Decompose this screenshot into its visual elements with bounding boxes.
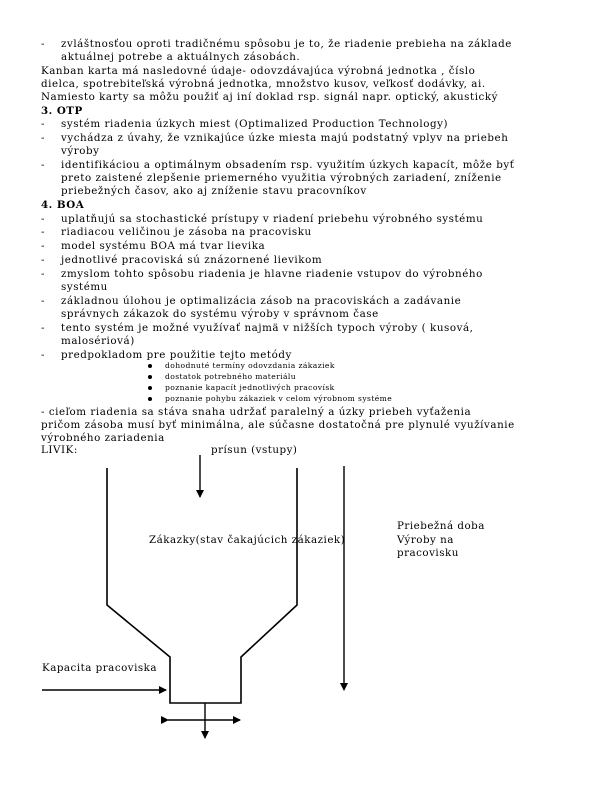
lead-time-label: pracovisku [397,547,459,559]
list-item: jednotlivé pracoviská sú znázornené lievikom [61,254,323,266]
list-item: model systému BOA má tvar lievika [61,240,266,252]
list-item: identifikáciou a optimálnym obsadením rsp. využitím úzkych kapacít, môže byť [61,159,515,171]
list-item-cont: preto zaistené zlepšenie priemerného využitia výrobných zariadení, zníženie [61,172,502,184]
dash-marker: - [41,213,46,225]
dash-marker: - [41,118,46,130]
list-item: uplatňujú sa stochastické prístupy v riadení priebehu výrobného systému [61,213,484,225]
kanban-line: Kanban karta má nasledovné údaje- odovzdávajúca výrobná jednotka , číslo [41,65,476,77]
dash-marker: - [41,268,46,280]
intro-line: aktuálnej potrebe a aktuálnych zásobách. [61,51,301,63]
dash-marker: - [41,38,46,50]
list-item-cont: systému [61,281,108,293]
input-label: prísun (vstupy) [211,444,298,456]
bullet-item: poznanie kapacít jednotlivých pracovísk [165,383,335,392]
capacity-label: Kapacita pracoviska [42,662,158,674]
bullet-item: poznanie pohybu zákaziek v celom výrobnom systéme [165,394,393,403]
intro-line: zvláštnosťou oproti tradičnému spôsobu je to, že riadenie prebieha na základe [61,38,512,50]
dash-marker: - [41,240,46,252]
orders-label: Zákazky(stav čakajúcich zákaziek) [149,534,346,546]
diagram-title: LIVIK: [41,444,78,456]
section-heading-otp: 3. OTP [41,105,83,117]
bullet-item: dostatok potrebného materiálu [165,372,297,381]
list-item: zmyslom tohto spôsobu riadenia je hlavne riadenie vstupov do výrobného [61,268,483,280]
list-item: vychádza z úvahy, že vznikajúce úzke miesta majú podstatný vplyv na priebeh [61,132,509,144]
list-item-cont: malosériová) [61,335,135,347]
goal-line: pričom zásoba musí byť minimálna, ale súčasne dostatočná pre plynulé využívanie [41,419,515,431]
dash-marker: - [41,159,46,171]
dash-marker: - [41,132,46,144]
dash-marker: - [41,295,46,307]
dash-marker: - [41,349,46,361]
kanban-line: Namiesto karty sa môžu použiť aj iní doklad rsp. signál napr. optický, akustický [41,91,499,103]
list-item: predpokladom pre použitie tejto metódy [61,349,292,361]
list-item-cont: správnych zákazok do systému výroby v správnom čase [61,308,379,320]
goal-line: - cieľom riadenia sa stáva snaha udržať paralelný a úzky priebeh vyťaženia [41,406,472,418]
section-heading-boa: 4. BOA [41,199,85,211]
lead-time-label: Priebežná doba [397,520,485,532]
list-item-cont: priebežných časov, ako aj zníženie stavu pracovníkov [61,185,367,197]
dash-marker: - [41,226,46,238]
dash-marker: - [41,254,46,266]
list-item: systém riadenia úzkych miest (Optimalized Production Technology) [61,118,449,130]
lead-time-label: Výroby na [397,534,454,546]
list-item: riadiacou veličinou je zásoba na pracovisku [61,226,312,238]
list-item-cont: výroby [61,145,100,157]
goal-line: výrobného zariadenia [41,432,165,444]
list-item: tento systém je možné využívať najmä v nižších typoch výroby ( kusová, [61,322,474,334]
bullet-item: dohodnuté termíny odovzdania zákaziek [165,361,335,370]
kanban-line: dielca, spotrebiteľská výrobná jednotka, množstvo kusov, veľkosť dodávky, ai. [41,78,486,90]
list-item: základnou úlohou je optimalizácia zásob na pracoviskách a zadávanie [61,295,462,307]
dash-marker: - [41,322,46,334]
